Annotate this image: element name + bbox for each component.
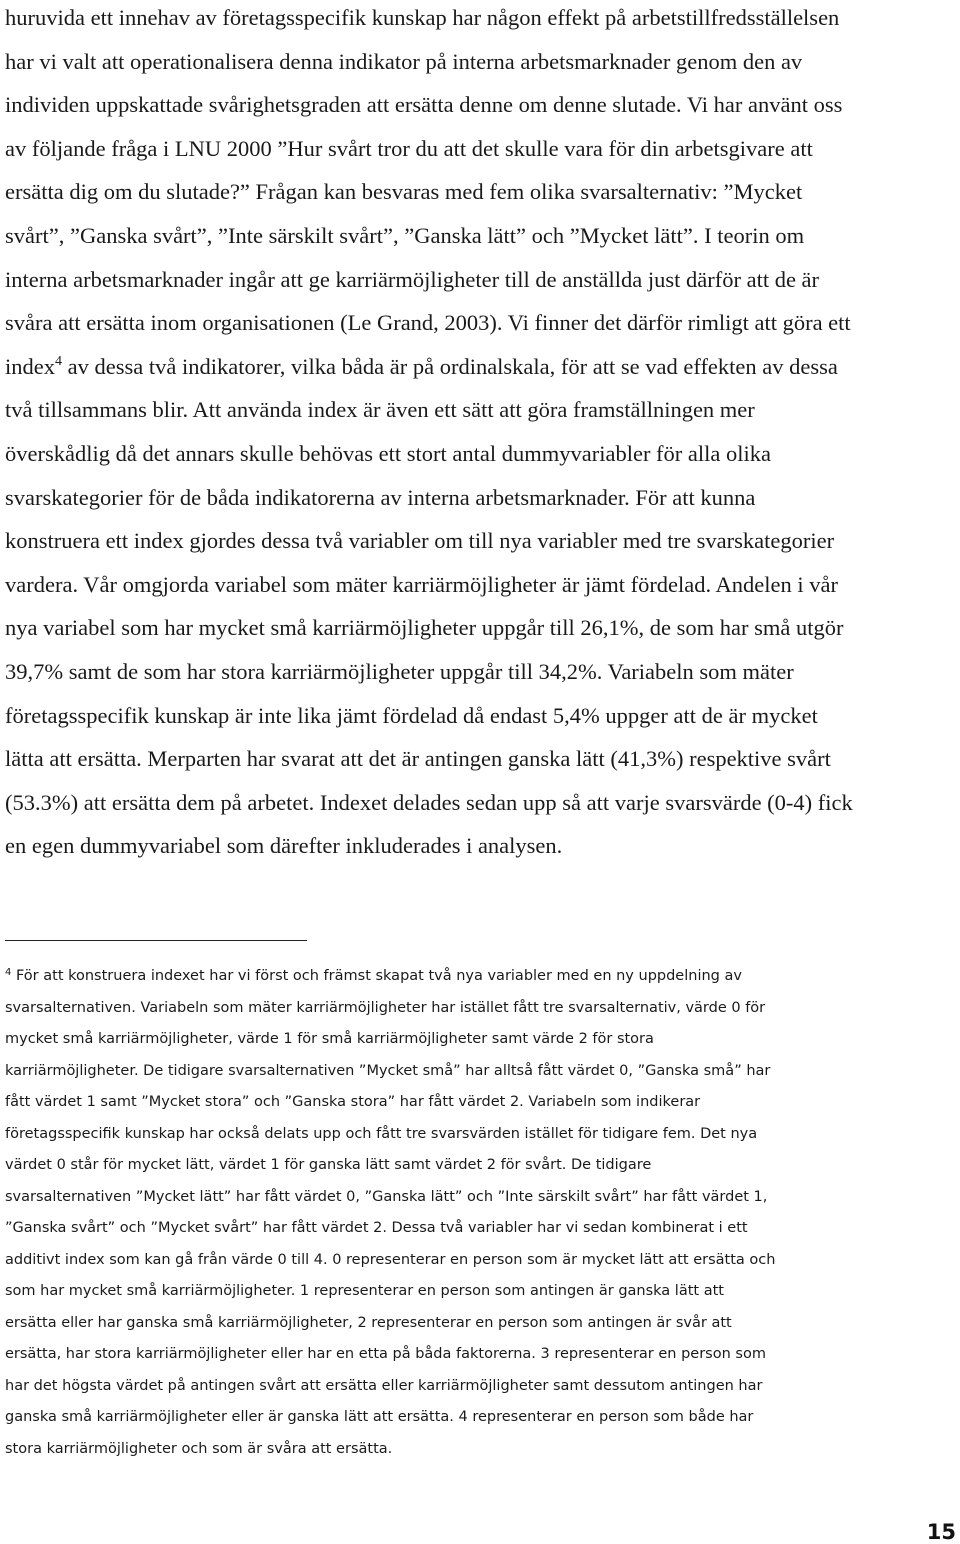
body-paragraph xyxy=(5,0,960,868)
body-line: nya variabel som har mycket små karriärmöjligheter uppgår till 26,1%, de som har små utgör xyxy=(5,615,844,641)
body-line: ersätta dig om du slutade?” Frågan kan besvaras med fem olika svarsalternativ: ”Mycket xyxy=(5,179,803,205)
body-line: huruvida ett innehav av företagsspecifik kunskap har någon effekt på arbetstillfredsställelsen xyxy=(5,5,840,30)
footnote-line: ersätta, har stora karriärmöjligheter eller har en etta på båda faktorerna. 3 representerar en person som xyxy=(5,1346,766,1362)
footnote-line: karriärmöjligheter. De tidigare svarsalternativen ”Mycket små” har alltså fått värdet 0, ”Ganska små” har xyxy=(5,1062,771,1079)
footnote-line: ersätta eller har ganska små karriärmöjligheter, 2 representerar en person som antingen är svår att xyxy=(5,1314,732,1331)
body-line: svårt”, ”Ganska svårt”, ”Inte särskilt svårt”, ”Ganska lätt” och ”Mycket lätt”. I teorin om xyxy=(5,222,805,248)
footnote-line: värdet 0 står för mycket lätt, värdet 1 för ganska lätt samt värdet 2 för svårt. De tidigare xyxy=(5,1157,652,1173)
body-line: svåra att ersätta inom organisationen (Le Grand, 2003). Vi finner det därför rimligt att göra ett xyxy=(5,310,851,336)
body-line: av följande fråga i LNU 2000 ”Hur svårt tror du att det skulle vara för din arbetsgivare att xyxy=(5,135,813,161)
footnote-line: ganska små karriärmöjligheter eller är ganska lätt att ersätta. 4 representerar en person som både har xyxy=(5,1409,754,1425)
body-line: konstruera ett index gjordes dessa två variabler om till nya variabler med tre svarskategorier xyxy=(5,528,835,554)
footnote-separator xyxy=(5,940,307,941)
body-line: vardera. Vår omgjorda variabel som mäter karriärmöjligheter är jämt fördelad. Andelen i vår xyxy=(5,571,838,597)
body-line: (53.3%) att ersätta dem på arbetet. Indexet delades sedan upp så att varje svarsvärde (0-4) fick xyxy=(5,789,853,815)
body-line xyxy=(5,345,960,389)
footnote-line: som har mycket små karriärmöjligheter. 1 representerar en person som antingen är ganska lätt att xyxy=(5,1283,724,1299)
footnote-line: additivt index som kan gå från värde 0 till 4. 0 representerar en person som är mycket lätt att ersätta och xyxy=(5,1251,776,1268)
page-number: 15 xyxy=(926,1520,956,1544)
footnote-line xyxy=(5,961,960,993)
body-line: överskådlig då det annars skulle behövas ett stort antal dummyvariabler för alla olika xyxy=(5,440,772,466)
footnote-line: stora karriärmöjligheter och som är svåra att ersätta. xyxy=(5,1440,393,1457)
body-line: individen uppskattade svårighetsgraden att ersätta denne om denne slutade. Vi har använt oss xyxy=(5,92,843,118)
footnote-line: har det högsta värdet på antingen svårt att ersätta eller karriärmöjligheter samt dessutom antingen har xyxy=(5,1377,763,1394)
footnote-line: företagsspecifik kunskap har också delats upp och fått tre svarsvärden istället för tidigare fem. Det nya xyxy=(5,1125,758,1142)
footnote-line: ”Ganska svårt” och ”Mycket svårt” har fått värdet 2. Dessa två variabler har vi sedan kombinerat i ett xyxy=(5,1220,748,1236)
footnote-line: svarsalternativen. Variabeln som mäter karriärmöjligheter har istället fått tre svarsalternativ, värde 0 för xyxy=(5,999,766,1016)
footnote-reference: 4 xyxy=(55,353,62,369)
body-line: en egen dummyvariabel som därefter inkluderades i analysen. xyxy=(5,833,563,859)
body-line: interna arbetsmarknader ingår att ge karriärmöjligheter till de anställda just därför att de är xyxy=(5,266,820,292)
body-line: har vi valt att operationalisera denna indikator på interna arbetsmarknader genom den av xyxy=(5,48,803,74)
body-line: lätta att ersätta. Merparten har svarat att det är antingen ganska lätt (41,3%) respektive svårt xyxy=(5,746,831,772)
footnote-text-fragment: För att konstruera indexet har vi först och främst skapat två nya variabler med en ny uppdelning av xyxy=(11,968,742,984)
footnote xyxy=(5,961,960,1465)
body-line: 39,7% samt de som har stora karriärmöjligheter uppgår till 34,2%. Variabeln som mäter xyxy=(5,658,794,684)
body-line: svarskategorier för de båda indikatorerna av interna arbetsmarknader. För att kunna xyxy=(5,484,756,510)
body-text-fragment: av dessa två indikatorer, vilka båda är på ordinalskala, för att se vad effekten av dessa xyxy=(62,353,838,379)
footnote-marker: 4 xyxy=(5,967,12,978)
footnote-line: fått värdet 1 samt ”Mycket stora” och ”Ganska stora” har fått värdet 2. Variabeln som indikerar xyxy=(5,1094,701,1110)
footnote-line: svarsalternativen ”Mycket lätt” har fått värdet 0, ”Ganska lätt” och ”Inte särskilt svårt” har fått värdet 1, xyxy=(5,1188,768,1205)
body-line: två tillsammans blir. Att använda index är även ett sätt att göra framställningen mer xyxy=(5,397,755,423)
body-text-fragment: index xyxy=(5,353,55,379)
footnote-line: mycket små karriärmöjligheter, värde 1 för små karriärmöjligheter samt värde 2 för stora xyxy=(5,1031,654,1047)
body-line: företagsspecifik kunskap är inte lika jämt fördelad då endast 5,4% uppger att de är mycket xyxy=(5,702,818,728)
